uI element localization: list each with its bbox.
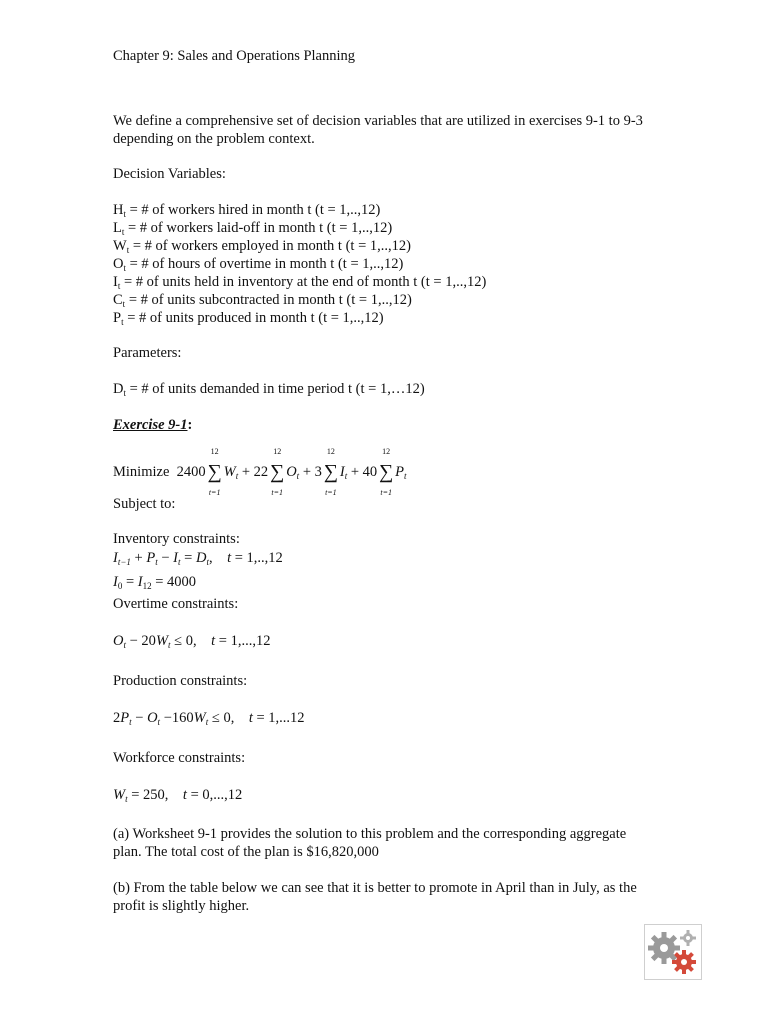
inventory-equation-2: $I_0 = I_{12} = 4000$ — [113, 574, 197, 591]
sum-symbol: 12 ∑ t=1 — [323, 447, 338, 497]
objective-function: Minimize 2400 12 ∑ t=1 $W_t + 22$ 12 ∑ t=1 $O_t + 3$ 12 ∑ t=1 $I_t + 40$ 12 ∑ t=1 $P_t$ — [113, 447, 407, 497]
overtime-equation: $O_t - 20W_t \le 0$, t = 1,...,12 — [113, 633, 271, 650]
intro-paragraph: We define a comprehensive set of decision variables that are utilized in exercises 9-1 to 9-3 depending on the problem context. — [113, 113, 643, 147]
var-employed: $W_t$ = # of workers employed in month t (t = 1,..,12) — [113, 238, 411, 255]
production-equation: $2P_t - O_t -160W_t \le 0$, t = 1,...12 — [113, 710, 305, 727]
part-b-paragraph: (b) From the table below we can see that it is better to promote in April than in July, as the profit is slightly higher. — [113, 880, 637, 914]
decision-variables-list — [113, 201, 486, 327]
var-laidoff: $L_t$ = # of workers laid-off in month t (t = 1,..,12) — [113, 220, 393, 237]
exercise-heading: Exercise 9-1: — [113, 417, 193, 433]
sum-symbol: 12 ∑ t=1 — [207, 447, 222, 497]
overtime-constraints-heading: Overtime constraints: — [113, 596, 239, 612]
workforce-equation: $W_t = 250$, t = 0,...,12 — [113, 787, 243, 804]
var-hired: $H_t$ = # of workers hired in month t (t = 1,..,12) — [113, 202, 381, 219]
minimize-label: Minimize — [113, 463, 170, 480]
var-overtime: $O_t$ = # of hours of overtime in month t (t = 1,..,12) — [113, 256, 404, 273]
var-inventory: $I_t$ = # of units held in inventory at the end of month t (t = 1,..,12) — [113, 274, 487, 291]
gears-icon — [644, 924, 702, 980]
sum-symbol: 12 ∑ t=1 — [270, 447, 285, 497]
inventory-equation-1: $I_{t-1} + P_t - I_t = D_t$, t = 1,..,12 — [113, 550, 283, 567]
var-produced: $P_t$ = # of units produced in month t (t = 1,..,12) — [113, 310, 384, 327]
sum-symbol: 12 ∑ t=1 — [379, 447, 394, 497]
subject-to-label: Subject to: — [113, 496, 176, 512]
part-a-paragraph: (a) Worksheet 9-1 provides the solution to this problem and the corresponding aggregate plan. The total cost of the plan is $16,820,000 — [113, 826, 627, 860]
param-demand: $D_t$ = # of units demanded in time period t (t = 1,…12) — [113, 381, 425, 398]
workforce-constraints-heading: Workforce constraints: — [113, 750, 246, 766]
production-constraints-heading: Production constraints: — [113, 673, 248, 689]
var-subcontracted: $C_t$ = # of units subcontracted in month t (t = 1,..,12) — [113, 292, 412, 309]
inventory-constraints-heading: Inventory constraints: — [113, 531, 240, 547]
chapter-title: Chapter 9: Sales and Operations Planning — [113, 48, 356, 64]
decision-variables-heading: Decision Variables: — [113, 166, 226, 182]
parameters-heading: Parameters: — [113, 345, 182, 361]
